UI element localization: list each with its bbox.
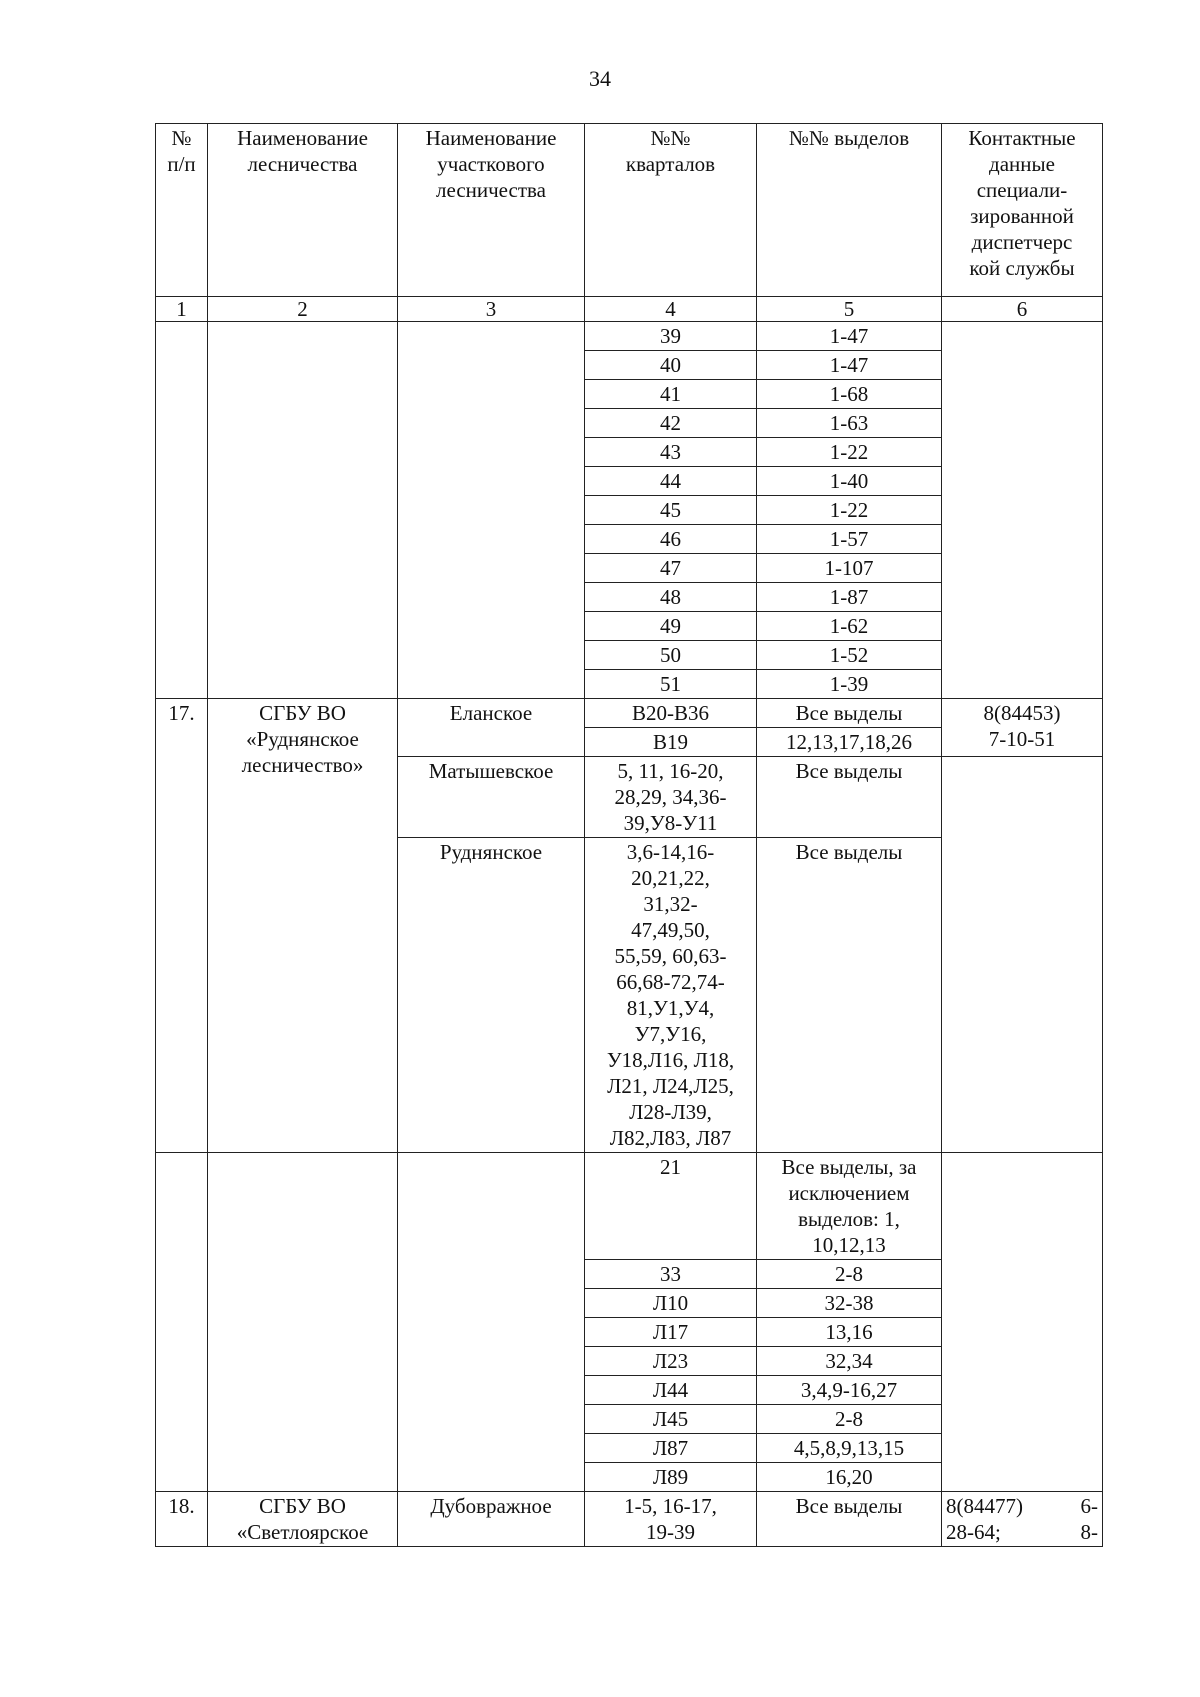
column-header: №№ кварталов bbox=[585, 124, 757, 297]
vydel-cell: 1-62 bbox=[757, 612, 942, 641]
kvartal-cell: Л89 bbox=[585, 1463, 757, 1492]
vydel-cell: 32-38 bbox=[757, 1289, 942, 1318]
uchastok-name: Матышевское bbox=[398, 757, 585, 838]
kvartal-cell: 49 bbox=[585, 612, 757, 641]
vydel-cell: 16,20 bbox=[757, 1463, 942, 1492]
vydel-cell: 1-57 bbox=[757, 525, 942, 554]
vydel-cell: 1-47 bbox=[757, 351, 942, 380]
empty-cell bbox=[398, 322, 585, 699]
column-number: 6 bbox=[942, 297, 1103, 322]
kvartal-cell: 45 bbox=[585, 496, 757, 525]
contact-cell bbox=[942, 1492, 1103, 1547]
vydel-cell: 1-22 bbox=[757, 438, 942, 467]
vydel-cell: 1-107 bbox=[757, 554, 942, 583]
kvartal-cell: 44 bbox=[585, 467, 757, 496]
contact-line: 28-64; 8- bbox=[946, 1520, 1098, 1544]
vydel-cell: 2-8 bbox=[757, 1405, 942, 1434]
kvartal-cell: В19 bbox=[585, 728, 757, 757]
kvartal-cell: Л17 bbox=[585, 1318, 757, 1347]
kvartal-cell: 47 bbox=[585, 554, 757, 583]
vydel-cell: 32,34 bbox=[757, 1347, 942, 1376]
empty-cell bbox=[208, 322, 398, 699]
vydel-cell: 13,16 bbox=[757, 1318, 942, 1347]
kvartal-cell: 39 bbox=[585, 322, 757, 351]
vydel-cell: 1-52 bbox=[757, 641, 942, 670]
vydel-cell: 2-8 bbox=[757, 1260, 942, 1289]
vydel-cell: 1-87 bbox=[757, 583, 942, 612]
column-number: 2 bbox=[208, 297, 398, 322]
kvartal-cell: 33 bbox=[585, 1260, 757, 1289]
column-number: 5 bbox=[757, 297, 942, 322]
uchastok-name: Еланское bbox=[398, 699, 585, 757]
column-header: Наименование лесничества bbox=[208, 124, 398, 297]
vydel-cell: 1-22 bbox=[757, 496, 942, 525]
empty-cell bbox=[156, 322, 208, 699]
column-number-row bbox=[156, 297, 1103, 322]
uchastok-name: Дубовражное bbox=[398, 1492, 585, 1547]
kvartal-cell: 42 bbox=[585, 409, 757, 438]
vydel-cell: 3,4,9-16,27 bbox=[757, 1376, 942, 1405]
table-row bbox=[156, 699, 1103, 728]
empty-cell bbox=[942, 757, 1103, 1153]
kvartal-cell: 46 bbox=[585, 525, 757, 554]
column-header: Контактные данные специали- зированной диспетчерс кой службы bbox=[942, 124, 1103, 297]
kvartal-cell: 51 bbox=[585, 670, 757, 699]
column-header: № п/п bbox=[156, 124, 208, 297]
vydel-cell: Все выделы bbox=[757, 1492, 942, 1547]
uchastok-name: Руднянское bbox=[398, 838, 585, 1153]
empty-cell bbox=[208, 1153, 398, 1492]
forest-table bbox=[155, 123, 1103, 1547]
vydel-cell: Все выделы, за исключением выделов: 1, 10,12,13 bbox=[757, 1153, 942, 1260]
table-row bbox=[156, 1492, 1103, 1547]
column-header: Наименование участкового лесничества bbox=[398, 124, 585, 297]
kvartal-cell: Л23 bbox=[585, 1347, 757, 1376]
vydel-cell: 1-68 bbox=[757, 380, 942, 409]
vydel-cell: Все выделы bbox=[757, 699, 942, 728]
kvartal-cell: В20-В36 bbox=[585, 699, 757, 728]
kvartal-cell: Л45 bbox=[585, 1405, 757, 1434]
page-number: 34 bbox=[589, 66, 611, 91]
kvartal-cell: 21 bbox=[585, 1153, 757, 1260]
kvartal-cell: 43 bbox=[585, 438, 757, 467]
vydel-cell: Все выделы bbox=[757, 757, 942, 838]
contact-line: 8(84477) 6- bbox=[946, 1494, 1098, 1518]
kvartal-cell: 5, 11, 16-20, 28,29, 34,36- 39,У8-У11 bbox=[585, 757, 757, 838]
vydel-cell: 1-40 bbox=[757, 467, 942, 496]
empty-cell bbox=[942, 322, 1103, 699]
column-number: 4 bbox=[585, 297, 757, 322]
kvartal-cell: Л44 bbox=[585, 1376, 757, 1405]
kvartal-cell: Л10 bbox=[585, 1289, 757, 1318]
column-header: №№ выделов bbox=[757, 124, 942, 297]
empty-cell bbox=[942, 1153, 1103, 1492]
kvartal-cell: 50 bbox=[585, 641, 757, 670]
kvartal-cell: 48 bbox=[585, 583, 757, 612]
kvartal-cell: Л87 bbox=[585, 1434, 757, 1463]
table-row bbox=[156, 1153, 1103, 1260]
row-number: 18. bbox=[156, 1492, 208, 1547]
empty-cell bbox=[156, 1153, 208, 1492]
kvartal-cell: 3,6-14,16- 20,21,22, 31,32- 47,49,50, 55,59, 60,63- 66,68-72,74- 81,У1,У4, У7,У16, У18,Л16, Л18, Л21, Л24,Л25, Л28-Л39, Л82,Л83, Л87 bbox=[585, 838, 757, 1153]
kvartal-cell: 41 bbox=[585, 380, 757, 409]
row-number: 17. bbox=[156, 699, 208, 1153]
empty-cell bbox=[398, 1153, 585, 1492]
vydel-cell: 1-47 bbox=[757, 322, 942, 351]
column-number: 3 bbox=[398, 297, 585, 322]
kvartal-cell: 40 bbox=[585, 351, 757, 380]
forestry-name: СГБУ ВО «Светлоярское bbox=[208, 1492, 398, 1547]
vydel-cell: 12,13,17,18,26 bbox=[757, 728, 942, 757]
vydel-cell: 4,5,8,9,13,15 bbox=[757, 1434, 942, 1463]
forestry-name: СГБУ ВО «Руднянское лесничество» bbox=[208, 699, 398, 1153]
vydel-cell: 1-63 bbox=[757, 409, 942, 438]
vydel-cell: 1-39 bbox=[757, 670, 942, 699]
header-row bbox=[156, 124, 1103, 297]
vydel-cell: Все выделы bbox=[757, 838, 942, 1153]
table-row bbox=[156, 322, 1103, 351]
contact-cell: 8(84453) 7-10-51 bbox=[942, 699, 1103, 757]
kvartal-cell: 1-5, 16-17, 19-39 bbox=[585, 1492, 757, 1547]
column-number: 1 bbox=[156, 297, 208, 322]
